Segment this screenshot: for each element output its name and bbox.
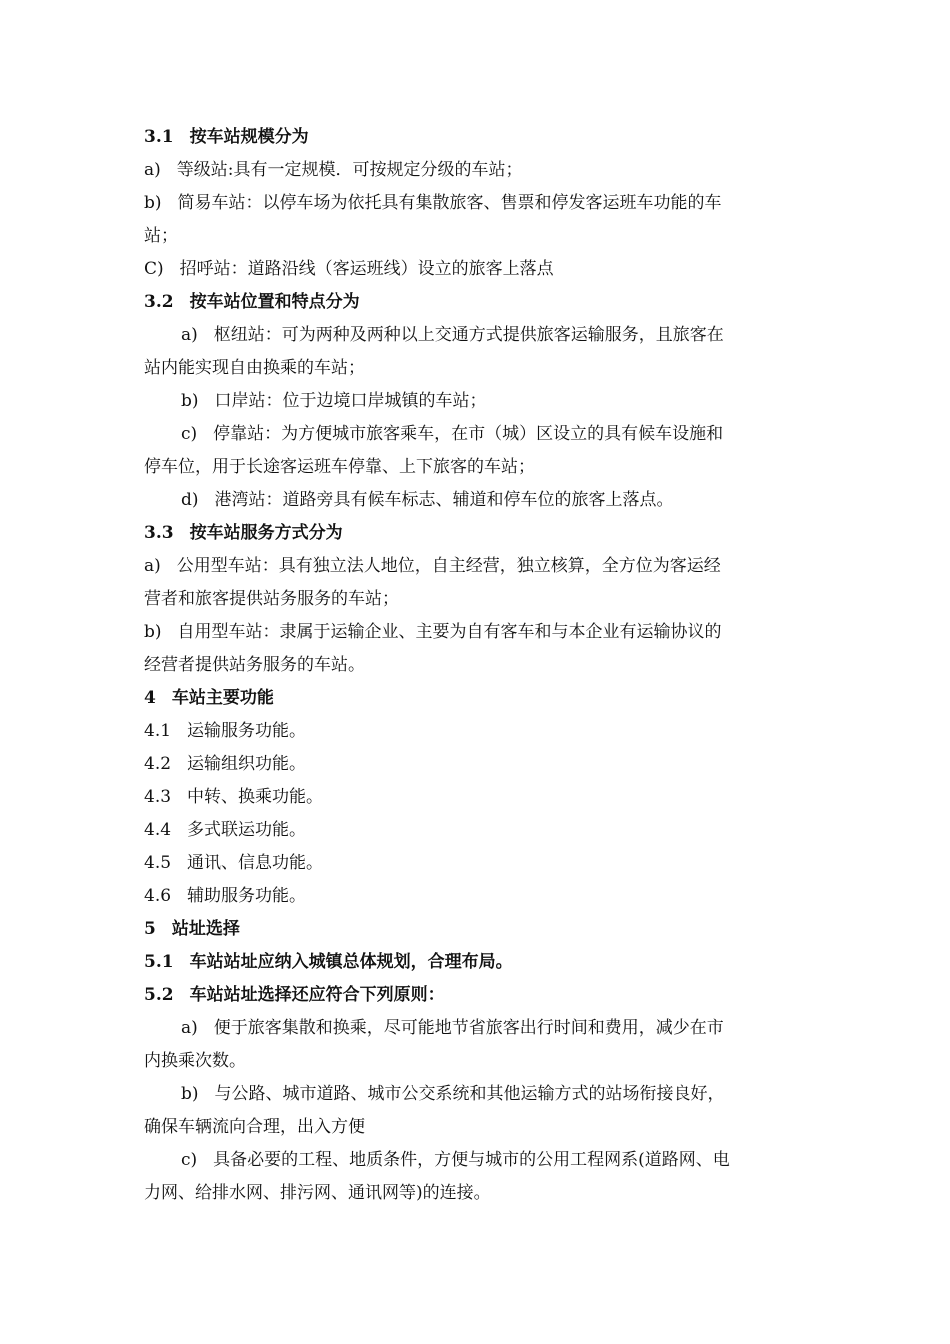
list-item: b) 口岸站：位于边境口岸城镇的车站； [181, 391, 487, 411]
list-item-continuation: 内换乘次数。 [144, 1051, 246, 1071]
list-item: 4.3 中转、换乘功能。 [144, 787, 324, 807]
clause-5-1: 5.1 车站站址应纳入城镇总体规划，合理布局。 [144, 952, 513, 972]
list-item: a) 等级站:具有一定规模．可按规定分级的车站； [144, 160, 523, 180]
list-item-continuation: 停车位，用于长途客运班车停靠、上下旅客的车站； [144, 457, 535, 477]
list-item: b) 与公路、城市道路、城市公交系统和其他运输方式的站场衔接良好， [181, 1084, 725, 1104]
list-item-continuation: 力网、给排水网、排污网、通讯网等)的连接。 [144, 1183, 491, 1203]
list-item-continuation: 经营者提供站务服务的车站。 [144, 655, 365, 675]
list-item-continuation: 站； [144, 226, 178, 246]
list-item: b) 简易车站：以停车场为依托具有集散旅客、售票和停发客运班车功能的车 [144, 193, 722, 213]
list-item: C) 招呼站：道路沿线（客运班线）设立的旅客上落点 [144, 259, 554, 279]
heading-5: 5 站址选择 [144, 919, 240, 939]
list-item-continuation: 确保车辆流向合理，出入方便 [144, 1117, 365, 1137]
list-item: c) 具备必要的工程、地质条件，方便与城市的公用工程网系(道路网、电 [181, 1150, 730, 1170]
list-item: a) 枢纽站：可为两种及两种以上交通方式提供旅客运输服务，且旅客在 [181, 325, 724, 345]
list-item: 4.2 运输组织功能。 [144, 754, 307, 774]
list-item: a) 便于旅客集散和换乘，尽可能地节省旅客出行时间和费用，减少在市 [181, 1018, 724, 1038]
document-body [144, 121, 804, 1210]
heading-3-2: 3.2 按车站位置和特点分为 [144, 292, 360, 312]
list-item: d) 港湾站：道路旁具有候车标志、辅道和停车位的旅客上落点。 [181, 490, 674, 510]
heading-3-3: 3.3 按车站服务方式分为 [144, 523, 343, 543]
list-item: a) 公用型车站：具有独立法人地位，自主经营，独立核算，全方位为客运经 [144, 556, 721, 576]
list-item-continuation: 营者和旅客提供站务服务的车站； [144, 589, 399, 609]
list-item: c) 停靠站：为方便城市旅客乘车，在市（城）区设立的具有候车设施和 [181, 424, 724, 444]
clause-5-2: 5.2 车站站址选择还应符合下列原则： [144, 985, 445, 1005]
list-item: 4.4 多式联运功能。 [144, 820, 307, 840]
list-item: b) 自用型车站：隶属于运输企业、主要为自有客车和与本企业有运输协议的 [144, 622, 722, 642]
heading-4: 4 车站主要功能 [144, 688, 274, 708]
list-item-continuation: 站内能实现自由换乘的车站； [144, 358, 365, 378]
list-item: 4.5 通讯、信息功能。 [144, 853, 324, 873]
heading-3-1: 3.1 按车站规模分为 [144, 127, 309, 147]
list-item: 4.1 运输服务功能。 [144, 721, 307, 741]
list-item: 4.6 辅助服务功能。 [144, 886, 307, 906]
